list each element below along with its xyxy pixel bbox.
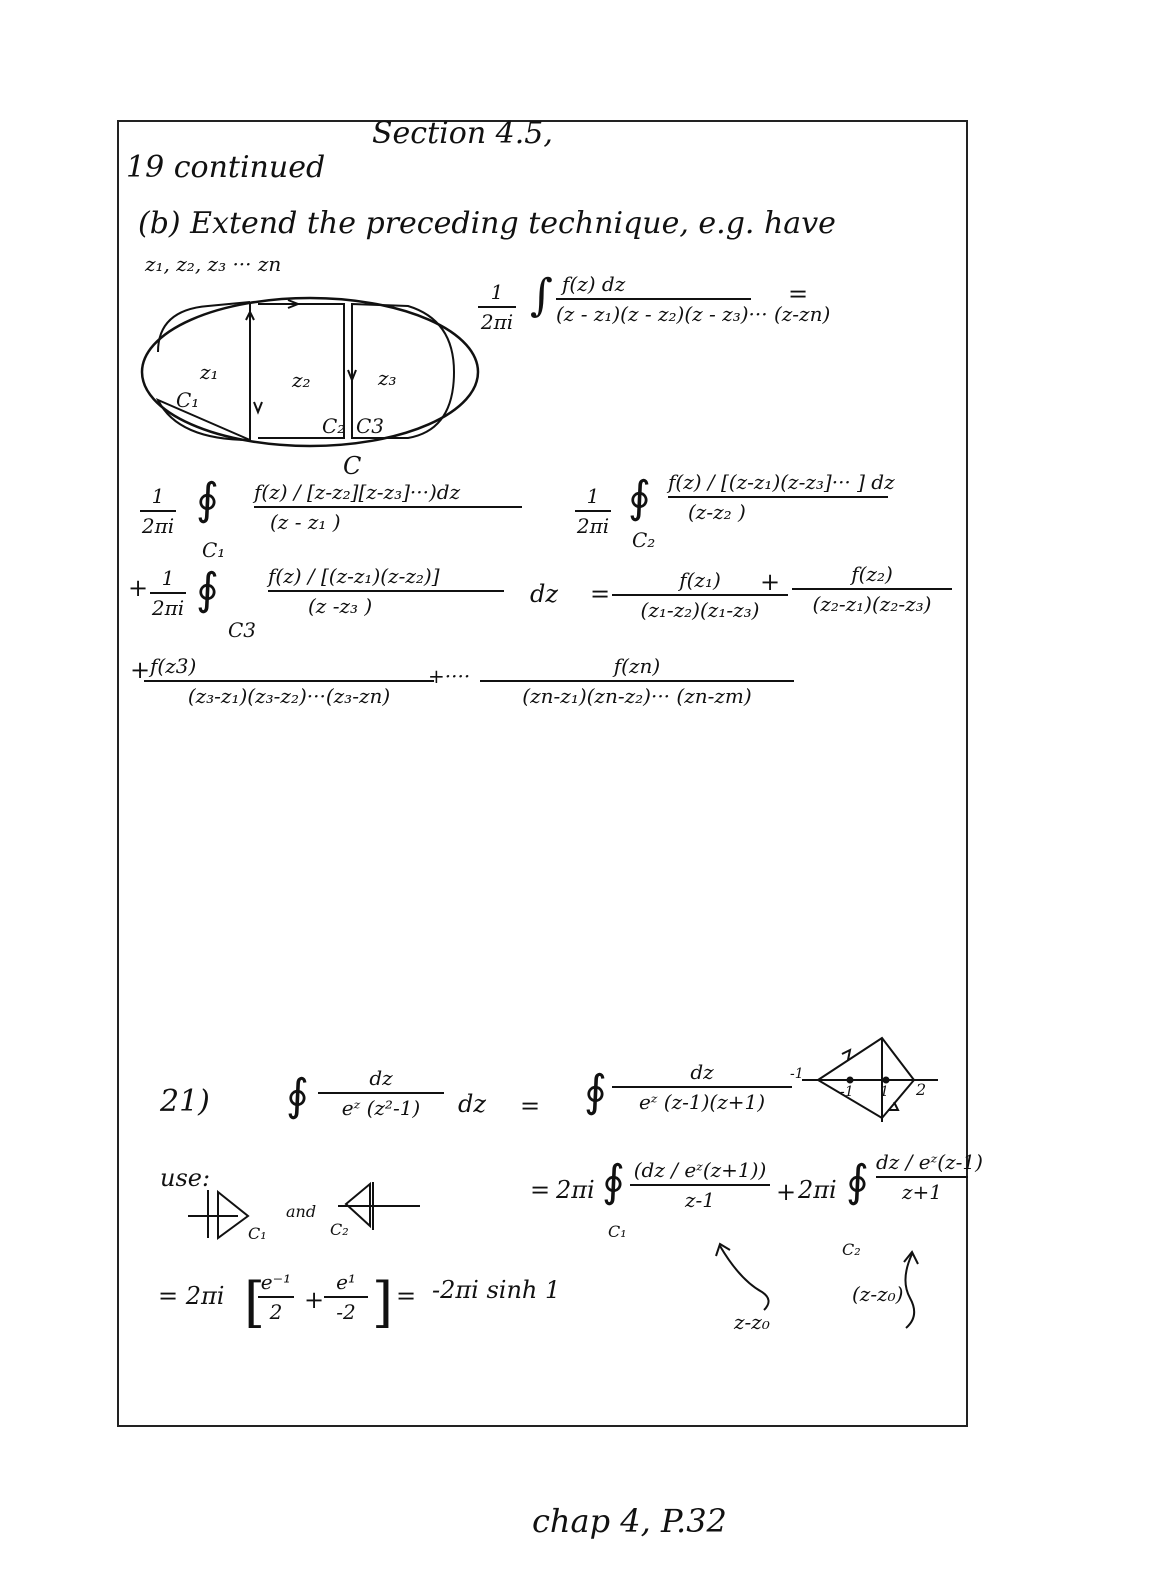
plus-ellipsis: +···· bbox=[428, 664, 471, 688]
point-z3: z₃ bbox=[378, 366, 397, 390]
problem-21-factored: dz eᶻ (z-1)(z+1) bbox=[612, 1060, 792, 1114]
point-z1: z₁ bbox=[200, 360, 219, 384]
note-z-minus-z0-paren: (z-z₀) bbox=[852, 1282, 904, 1306]
contour-c2-label: C₂ bbox=[322, 414, 346, 438]
step-fraction-2: dz / eᶻ(z-1) z+1 bbox=[876, 1150, 983, 1204]
plus-sign: + bbox=[304, 1286, 325, 1314]
graph-label-1: 1 bbox=[880, 1084, 889, 1100]
term2-coefficient: 1 2πi bbox=[576, 484, 610, 538]
equals-sign: = bbox=[788, 280, 809, 308]
contour-integral-sign: ∮ bbox=[286, 1070, 309, 1121]
note-z-minus-z0: z-z₀ bbox=[734, 1310, 770, 1334]
equals-sign: = bbox=[520, 1092, 541, 1120]
term1-contour: C₁ bbox=[202, 538, 226, 562]
contour-diagram bbox=[138, 290, 498, 460]
left-bracket: [ bbox=[244, 1271, 266, 1334]
two-pi-i: 2πi bbox=[798, 1176, 837, 1204]
point-z2: z₂ bbox=[292, 368, 311, 392]
residue-z2: f(z₂) (z₂-z₁)(z₂-z₃) bbox=[792, 562, 952, 616]
plus-sign: + bbox=[130, 656, 151, 684]
right-bracket: ] bbox=[372, 1271, 394, 1334]
equals-sign: = bbox=[396, 1282, 417, 1310]
step-fraction-1: (dz / eᶻ(z+1)) z-1 bbox=[630, 1158, 770, 1212]
graph-label-minus1: -1 bbox=[790, 1066, 804, 1082]
equals-sign: = bbox=[590, 580, 611, 608]
contour-integral-sign: ∮ bbox=[846, 1156, 869, 1207]
graph-label-minus1-inner: -1 bbox=[840, 1084, 854, 1100]
and-label: and bbox=[286, 1202, 317, 1221]
term1-fraction: f(z) / [z-z₂][z-z₃]···)dz (z - z₁ ) bbox=[254, 480, 554, 534]
part-b-intro: (b) Extend the preceding technique, e.g. have bbox=[138, 206, 836, 241]
term3-coefficient: 1 2πi bbox=[151, 566, 185, 620]
step-contour-c1: C₁ bbox=[608, 1222, 627, 1241]
plus-sign: + bbox=[776, 1178, 797, 1206]
points-list: z₁, z₂, z₃ ··· zn bbox=[145, 252, 282, 276]
plus-sign: + bbox=[760, 568, 781, 596]
contour-c-label: C bbox=[343, 452, 362, 480]
plus-sign: + bbox=[128, 574, 149, 602]
continued-label: 19 continued bbox=[126, 150, 326, 185]
contour-integral-sign: ∮ bbox=[602, 1156, 625, 1207]
contour-c1-label: C₁ bbox=[176, 388, 200, 412]
term1-coefficient: 1 2πi bbox=[141, 484, 175, 538]
problem-21-label: 21) bbox=[160, 1084, 210, 1119]
contour-c3-label: C3 bbox=[356, 414, 385, 438]
graph-label-2: 2 bbox=[916, 1080, 927, 1099]
integral-sign: ∫ bbox=[530, 270, 553, 321]
step-contour-c2: C₂ bbox=[842, 1240, 861, 1259]
term2-fraction: f(z) / [(z-z₁)(z-z₃]··· ] dz (z-z₂ ) bbox=[668, 470, 895, 524]
final-term-2: e¹ -2 bbox=[324, 1270, 368, 1324]
page-reference: chap 4, P.32 bbox=[532, 1502, 727, 1540]
final-term-1: e⁻¹ 2 bbox=[258, 1270, 294, 1324]
contour-integral-sign: ∮ bbox=[196, 474, 219, 525]
equals-sign: = bbox=[530, 1176, 551, 1204]
contour-integral-sign: ∮ bbox=[628, 472, 651, 523]
residue-z3: f(z3) (z₃-z₁)(z₃-z₂)···(z₃-zn) bbox=[144, 654, 434, 708]
term2-contour: C₂ bbox=[632, 528, 656, 552]
use-label: use: bbox=[160, 1164, 211, 1192]
term3-fraction: f(z) / [(z-z₁)(z-z₂)] (z -z₃ ) bbox=[268, 564, 524, 618]
problem-21-integrand: dz eᶻ (z²-1) bbox=[318, 1066, 444, 1120]
final-result: -2πi sinh 1 bbox=[432, 1276, 561, 1304]
residue-zn: f(zn) (zn-z₁)(zn-z₂)··· (zn-zm) bbox=[480, 654, 794, 708]
contour-integral-sign: ∮ bbox=[196, 564, 219, 615]
term3-contour: C3 bbox=[228, 618, 257, 642]
dz-label: dz bbox=[458, 1090, 487, 1118]
contour-integral-sign: ∮ bbox=[584, 1066, 607, 1117]
lhs-coefficient: 1 2πi bbox=[478, 280, 516, 334]
residue-z1: f(z₁) (z₁-z₂)(z₁-z₃) bbox=[612, 568, 788, 622]
sketch-c2-label: C₂ bbox=[330, 1220, 349, 1239]
section-title: Section 4.5, bbox=[372, 116, 553, 151]
term3-dz: dz bbox=[530, 580, 559, 608]
final-lhs: = 2πi bbox=[158, 1282, 225, 1310]
two-pi-i: 2πi bbox=[556, 1176, 595, 1204]
lhs-fraction: f(z) dz (z - z₁)(z - z₂)(z - z₃)··· (z-zn) bbox=[556, 272, 831, 326]
sketch-c1-label: C₁ bbox=[248, 1224, 267, 1243]
contour-sketches bbox=[188, 1180, 448, 1240]
